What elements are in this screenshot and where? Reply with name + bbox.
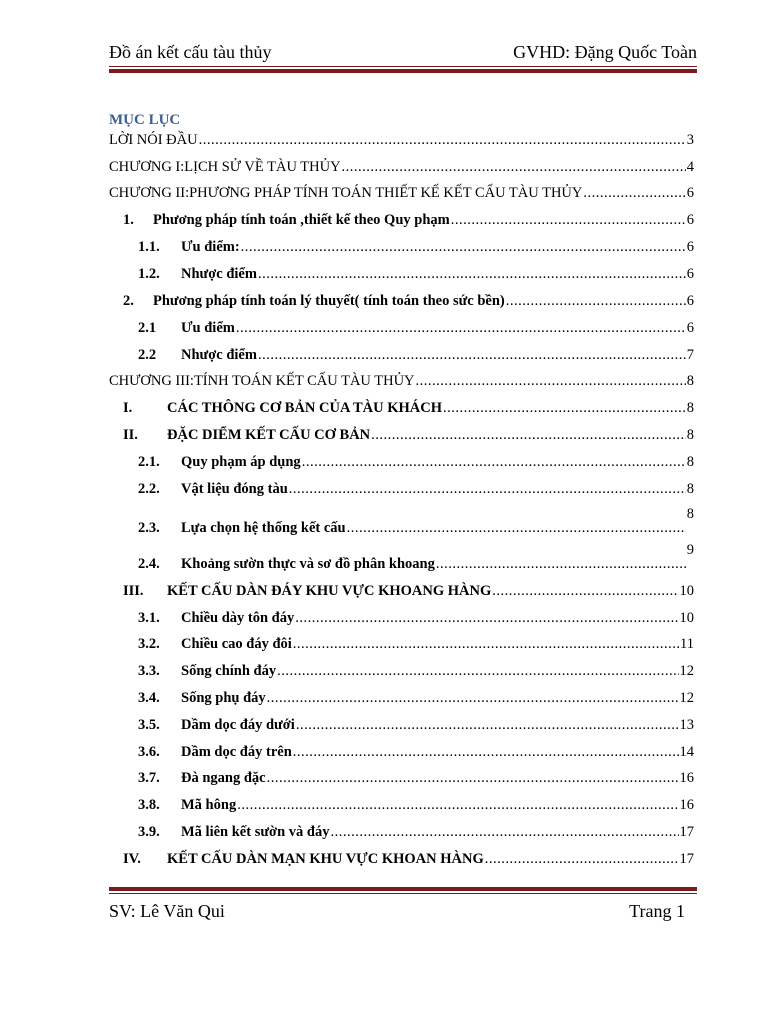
toc-entry-number: 3.4.	[138, 690, 160, 706]
toc-entry-page: 8	[686, 427, 694, 443]
toc-entry-page: 12	[679, 690, 694, 706]
toc-entry-title: Lựa chọn hệ thống kết cấu	[181, 520, 346, 536]
toc-entry-page: 9	[686, 542, 694, 558]
toc-entry[interactable]	[138, 236, 694, 256]
toc-dot-leader	[277, 663, 678, 680]
toc-entry-number: 1.2.	[138, 266, 160, 282]
toc-dot-leader	[295, 610, 678, 627]
toc-entry-number: 3.5.	[138, 717, 160, 733]
toc-entry-page: 6	[686, 239, 694, 255]
toc-entry-page: 8	[686, 454, 694, 470]
toc-entry[interactable]	[138, 794, 694, 814]
toc-entry[interactable]	[138, 660, 694, 680]
toc-entry-page: 16	[679, 770, 694, 786]
toc-entry-number: 2.1	[138, 320, 157, 336]
toc-entry-page: 4	[686, 159, 694, 175]
footer-student: SV: Lê Văn Qui	[109, 901, 225, 921]
toc-entry-page: 6	[686, 212, 694, 228]
toc-entry-page: 17	[679, 824, 694, 840]
toc-entry[interactable]	[138, 821, 694, 841]
toc-entry-number: 3.2.	[138, 636, 160, 652]
toc-entry[interactable]	[109, 370, 694, 390]
toc-dot-leader	[443, 400, 686, 417]
toc-entry[interactable]	[109, 156, 694, 176]
toc-dot-leader	[371, 427, 686, 444]
toc-entry-number: I.	[123, 400, 133, 416]
toc-entry-title: Mã liên kết sườn và đáy	[181, 824, 330, 840]
toc-entry-number: 2.1.	[138, 454, 160, 470]
toc-entry-number: 3.7.	[138, 770, 160, 786]
toc-dot-leader	[302, 454, 686, 471]
toc-dot-leader	[330, 824, 678, 841]
toc-entry-page: 10	[679, 610, 694, 626]
toc-dot-leader	[296, 717, 679, 734]
toc-dot-leader	[436, 556, 686, 573]
toc-dot-leader	[583, 185, 685, 202]
toc-dot-leader	[342, 159, 686, 176]
toc-entry-number: IV.	[123, 851, 141, 867]
toc-entry-title: ĐẶC DIỂM KẾT CẤU CƠ BẢN	[167, 427, 371, 443]
toc-title: MỤC LỤC	[109, 112, 181, 128]
toc-entry-title: Ưu điểm:	[181, 239, 240, 255]
toc-entry-title: CHƯƠNG III:TÍNH TOÁN KẾT CẤU TÀU THỦY	[109, 373, 415, 389]
toc-entry-title: Phương pháp tính toán ,thiết kế theo Quy phạm	[153, 212, 450, 228]
toc-dot-leader	[237, 797, 678, 814]
toc-entry-number: III.	[123, 583, 144, 599]
toc-entry-number: 3.3.	[138, 663, 160, 679]
header-rule-thin	[109, 66, 697, 67]
toc-entry-page: 6	[686, 266, 694, 282]
toc-dot-leader	[506, 293, 686, 310]
toc-entry-page: 17	[679, 851, 694, 867]
toc-entry[interactable]	[123, 209, 694, 229]
toc-entry[interactable]	[138, 633, 694, 653]
toc-entry-number: 2.	[123, 293, 134, 309]
toc-entry[interactable]	[123, 580, 694, 600]
toc-entry-number: 2.2	[138, 347, 157, 363]
toc-entry[interactable]	[123, 290, 694, 310]
footer-rule-thick	[109, 887, 697, 891]
toc-dot-leader	[199, 132, 686, 149]
header-document-title: Đồ án kết cấu tàu thủy	[109, 42, 272, 62]
toc-entry[interactable]	[138, 344, 694, 364]
toc-entry-title: Dầm dọc đáy dưới	[181, 717, 295, 733]
header-advisor: GVHD: Đặng Quốc Toàn	[513, 42, 697, 62]
toc-entry-page: 14	[679, 744, 694, 760]
toc-entry-title: Chiều cao đáy đôi	[181, 636, 292, 652]
toc-entry-page: 10	[679, 583, 694, 599]
toc-dot-leader	[347, 520, 686, 537]
toc-entry-title: Quy phạm áp dụng	[181, 454, 301, 470]
toc-entry-title: LỜI NÓI ĐẦU	[109, 132, 198, 148]
toc-dot-leader	[267, 770, 679, 787]
toc-entry-title: Khoảng sườn thực và sơ đồ phân khoang	[181, 556, 435, 572]
toc-entry-number: 3.6.	[138, 744, 160, 760]
toc-entry[interactable]	[123, 848, 694, 868]
toc-entry-title: Nhược điểm	[181, 347, 257, 363]
toc-entry-page: 13	[679, 717, 694, 733]
toc-dot-leader	[293, 744, 679, 761]
toc-entry-number: 2.4.	[138, 556, 160, 572]
toc-dot-leader	[416, 373, 686, 390]
toc-entry[interactable]	[109, 182, 694, 202]
toc-entry[interactable]	[138, 478, 694, 498]
toc-entry-title: KẾT CẤU DÀN ĐÁY KHU VỰC KHOANG HÀNG	[167, 583, 492, 599]
toc-entry-title: Dầm dọc đáy trên	[181, 744, 292, 760]
toc-entry-title: Ưu điểm	[181, 320, 235, 336]
toc-entry-title: Đà ngang đặc	[181, 770, 266, 786]
toc-entry-page: 8	[686, 373, 694, 389]
toc-dot-leader	[485, 851, 679, 868]
page-footer	[109, 899, 697, 927]
toc-entry-page: 7	[686, 347, 694, 363]
toc-entry[interactable]	[138, 607, 694, 627]
toc-entry-page: 8	[686, 481, 694, 497]
toc-entry-title: Chiều dày tôn đáy	[181, 610, 295, 626]
toc-entry-page: 12	[679, 663, 694, 679]
toc-dot-leader	[293, 636, 679, 653]
toc-entry-title: KẾT CẤU DÀN MẠN KHU VỰC KHOAN HÀNG	[167, 851, 484, 867]
toc-entry[interactable]	[138, 317, 694, 337]
header-rule-thick	[109, 69, 697, 73]
toc-entry-number: 1.	[123, 212, 134, 228]
toc-entry[interactable]	[109, 129, 694, 149]
toc-entry-title: CHƯƠNG I:LỊCH SỬ VỀ TÀU THỦY	[109, 159, 341, 175]
toc-entry-page: 8	[686, 400, 694, 416]
toc-dot-leader	[289, 481, 686, 498]
toc-entry-page: 6	[686, 293, 694, 309]
toc-entry[interactable]	[138, 542, 694, 573]
toc-entry-number: 2.2.	[138, 481, 160, 497]
toc-entry-title: Nhược điểm	[181, 266, 257, 282]
toc-entry-title: Phương pháp tính toán lý thuyết( tính toán theo sức bền)	[153, 293, 505, 309]
toc-entry-title: CÁC THÔNG CƠ BẢN CỦA TÀU KHÁCH	[167, 400, 442, 416]
toc-entry-title: Sống phụ đáy	[181, 690, 266, 706]
page-header	[109, 38, 697, 68]
toc-entry[interactable]	[138, 714, 694, 734]
toc-entry-number: 3.8.	[138, 797, 160, 813]
toc-entry-title: Sống chính đáy	[181, 663, 277, 679]
toc-entry-number: 1.1.	[138, 239, 160, 255]
toc-entry-title: Vật liệu đóng tàu	[181, 481, 288, 497]
toc-entry-page: 8	[686, 506, 694, 522]
toc-entry-title: CHƯƠNG II:PHƯƠNG PHÁP TÍNH TOÁN THIẾT KẾ KẾT CẤU TÀU THỦY	[109, 185, 583, 201]
toc-entry[interactable]	[138, 451, 694, 471]
toc-entry-page: 11	[680, 636, 694, 652]
toc-dot-leader	[267, 690, 679, 707]
toc-entry[interactable]	[138, 767, 694, 787]
toc-dot-leader	[258, 347, 686, 364]
toc-dot-leader	[241, 239, 686, 256]
toc-entry-number: 3.9.	[138, 824, 160, 840]
toc-entry[interactable]	[123, 397, 694, 417]
toc-dot-leader	[451, 212, 686, 229]
toc-entry-page: 6	[686, 320, 694, 336]
toc-entry-number: 3.1.	[138, 610, 160, 626]
toc-entry-page: 6	[686, 185, 694, 201]
toc-entry-number: II.	[123, 427, 138, 443]
footer-page-number: Trang 1	[629, 901, 685, 921]
toc-entry[interactable]	[123, 424, 694, 444]
toc-dot-leader	[258, 266, 686, 283]
toc-entry-number: 2.3.	[138, 520, 160, 536]
footer-rule-thin	[109, 893, 697, 894]
toc-entry-title: Mã hông	[181, 797, 237, 813]
toc-dot-leader	[236, 320, 686, 337]
toc-dot-leader	[492, 583, 678, 600]
toc-entry-page: 16	[679, 797, 694, 813]
toc-entry-page: 3	[686, 132, 694, 148]
toc-entry[interactable]	[138, 741, 694, 761]
toc-entry[interactable]	[138, 263, 694, 283]
toc-entry[interactable]	[138, 687, 694, 707]
toc-entry[interactable]	[138, 506, 694, 537]
